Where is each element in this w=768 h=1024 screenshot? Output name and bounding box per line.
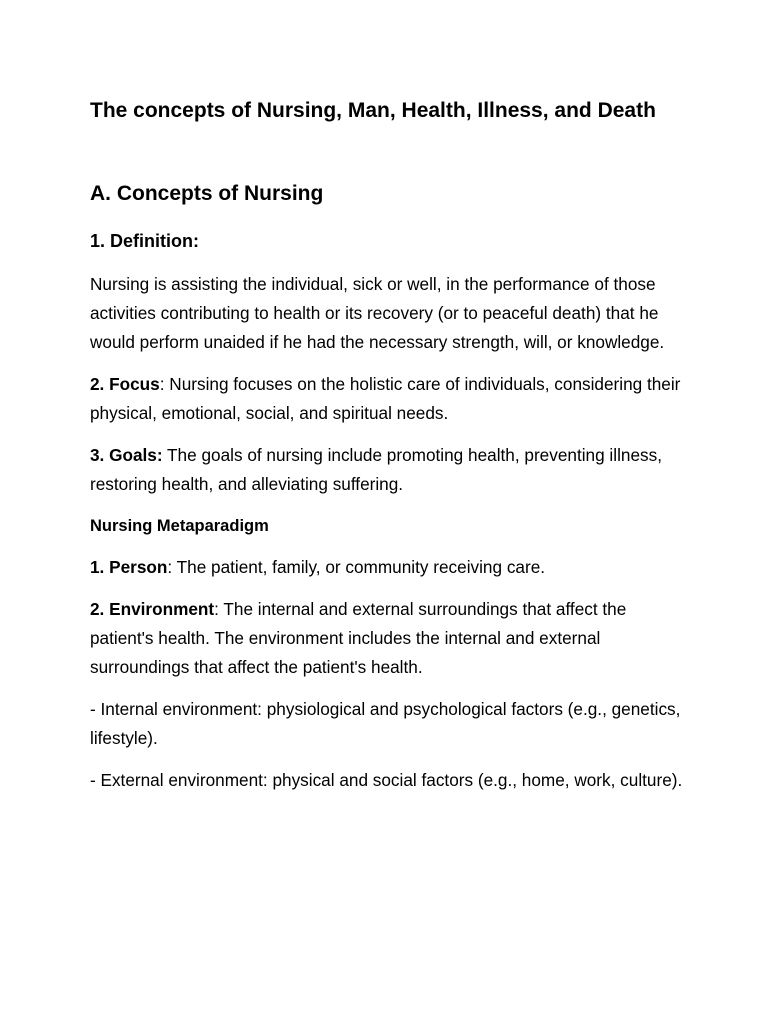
goals-paragraph (90, 441, 690, 499)
external-environment-item: - External environment: physical and social factors (e.g., home, work, culture). (90, 770, 683, 790)
environment-text: : The internal and external surroundings that affect the patient's health. The environment includes the internal and external surroundings that affect the patient's health. (90, 599, 627, 677)
person-paragraph (90, 553, 690, 582)
document-title: The concepts of Nursing, Man, Health, Illness, and Death (90, 99, 656, 122)
environment-paragraph (90, 595, 690, 682)
goals-label: 3. Goals: (90, 445, 163, 465)
document-content (90, 93, 690, 795)
section-a-heading: A. Concepts of Nursing (90, 182, 324, 205)
focus-text: : Nursing focuses on the holistic care of individuals, considering their physical, emotional, social, and spiritual needs. (90, 374, 681, 423)
definition-paragraph: Nursing is assisting the individual, sick or well, in the performance of those activities contributing to health or its recovery (or to peaceful death) that he would perform unaided if he had the necessary strength, will, or knowledge. (90, 274, 665, 352)
person-label: 1. Person (90, 557, 168, 577)
focus-paragraph (90, 370, 690, 428)
environment-label: 2. Environment (90, 599, 215, 619)
focus-label: 2. Focus (90, 374, 160, 394)
definition-heading: 1. Definition: (90, 231, 199, 251)
person-text: : The patient, family, or community receiving care. (167, 557, 546, 577)
internal-environment-item: - Internal environment: physiological and psychological factors (e.g., genetics, lifestyle). (90, 699, 681, 748)
metaparadigm-heading: Nursing Metaparadigm (90, 517, 269, 535)
goals-text: The goals of nursing include promoting health, preventing illness, restoring health, and alleviating suffering. (90, 445, 662, 494)
